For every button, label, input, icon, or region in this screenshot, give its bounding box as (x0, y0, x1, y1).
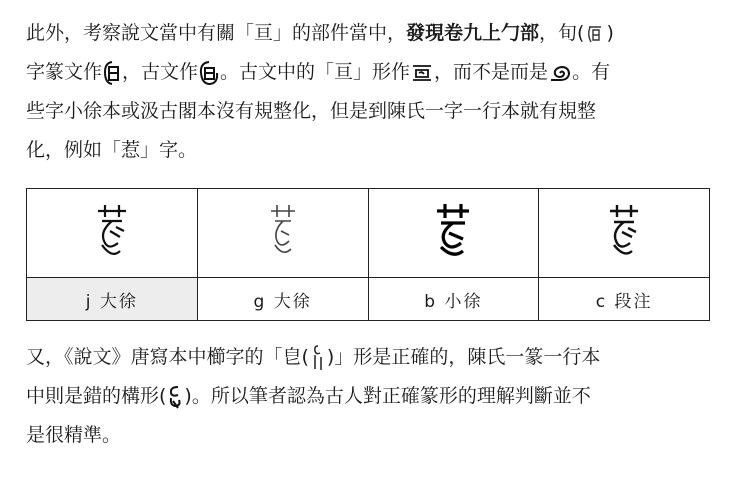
seal-glyph-xun-icon (584, 23, 606, 45)
glyph-comparison-table (26, 188, 710, 321)
edition-label: g 大徐 (197, 278, 368, 321)
seal-glyph-re-variant-b-icon (431, 201, 475, 261)
text-span: ，古文作 (122, 61, 199, 83)
seal-glyph-ji-incorrect-icon (166, 384, 184, 410)
glyph-row (27, 189, 710, 278)
intro-line-4: 化，例如「惹」字。 (26, 139, 198, 161)
conclusion-line-3: 是很精準。 (26, 424, 122, 446)
seal-glyph-re-variant-c-icon (602, 201, 646, 261)
intro-paragraph (26, 14, 718, 170)
text-span: 。有 (572, 61, 611, 83)
glyph-cell-j (27, 189, 198, 278)
text-span: )。所以筆者認為古人對正確篆形的理解判斷並不 (184, 385, 591, 407)
edition-label: j 大徐 (27, 278, 198, 321)
glyph-cell-c (539, 189, 710, 278)
seal-glyph-ji-correct-icon (309, 343, 327, 373)
conclusion-line-1 (26, 338, 718, 377)
seal-glyph-re-variant-g-icon (261, 201, 305, 261)
intro-line-3: 些字小徐本或汲古閣本沒有規整化，但是到陳氏一字一行本就有規整 (26, 100, 597, 122)
text-span: )」形是正確的，陳氏一篆一行本 (326, 346, 601, 368)
text-span: ，而不是而是 (434, 61, 549, 83)
seal-glyph-xun-ancient-icon (198, 60, 220, 86)
label-row (27, 278, 710, 321)
glyph-cell-g (197, 189, 368, 278)
seal-glyph-spiral-icon (548, 64, 572, 82)
seal-glyph-re-variant-j-icon (90, 201, 134, 261)
text-span: 此外，考察說文當中有關「亘」的部件當中， (26, 22, 407, 44)
text-span: 字篆文作 (26, 61, 103, 83)
seal-glyph-xuan-form-icon (410, 63, 434, 83)
highlighted-text: 發現卷九上勹部 (406, 22, 540, 44)
text-span: 。古文中的「亘」形作 (220, 61, 411, 83)
intro-line-2 (26, 53, 718, 92)
text-span: 中則是錯的構形( (26, 385, 167, 407)
conclusion-line-2 (26, 377, 718, 416)
text-span: ，旬( (539, 22, 585, 44)
text-span: ) (606, 22, 614, 44)
edition-label: b 小徐 (368, 278, 539, 321)
edition-label: c 段注 (539, 278, 710, 321)
seal-glyph-xun-small-seal-icon (102, 60, 122, 86)
intro-line-1 (26, 14, 718, 53)
text-span: 又，《說文》唐寫本中櫛字的「皀( (26, 346, 309, 368)
conclusion-paragraph (26, 338, 718, 455)
glyph-cell-b (368, 189, 539, 278)
